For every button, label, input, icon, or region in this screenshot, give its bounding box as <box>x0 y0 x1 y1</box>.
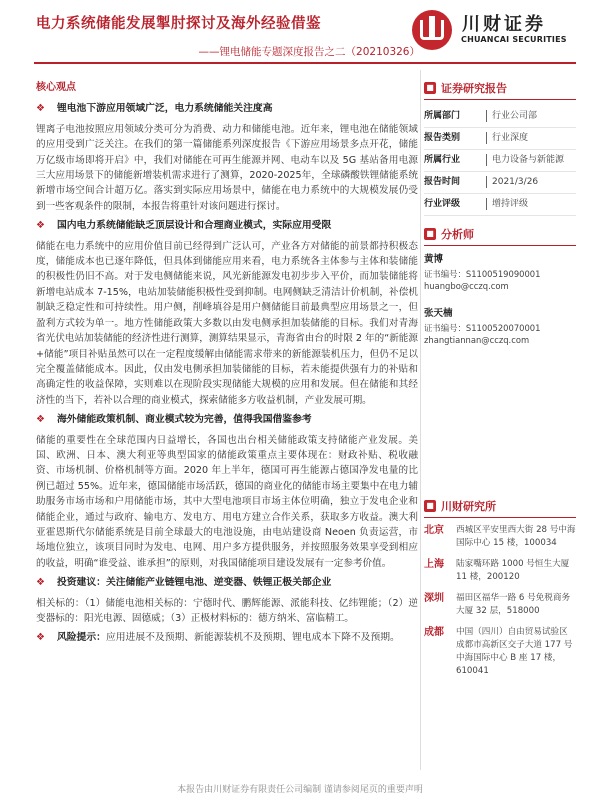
info-value: 增持评级 <box>486 198 576 210</box>
point-heading <box>36 218 418 233</box>
office-entry <box>424 524 576 550</box>
point-heading-text: 风险提示： <box>56 632 106 644</box>
office-city: 上海 <box>424 559 444 570</box>
point-heading <box>36 412 418 427</box>
section-header <box>424 498 576 518</box>
logo-cn-text: 川财证券 <box>462 14 546 35</box>
info-key: 报告时间 <box>424 177 461 187</box>
info-key: 行业评级 <box>424 199 461 209</box>
info-key: 所属行业 <box>424 155 461 165</box>
risk-text: 应用进展不及预期、新能源装机不及预期、锂电成本下降不及预期。 <box>105 632 400 644</box>
info-row <box>424 128 576 150</box>
point-heading <box>36 630 418 645</box>
report-subtitle: ——锂电储能专题深度报告之二（20210326） <box>198 46 420 58</box>
analyst-cert: 证书编号：S1100519090001 <box>424 269 541 279</box>
info-value: 电力设备与新能源 <box>486 154 576 166</box>
org-section-icon: ■ <box>424 500 436 512</box>
office-address: 陆家嘴环路 1000 号恒生大厦 11 楼，200120 <box>456 559 570 582</box>
info-value: 2021/3/26 <box>486 176 576 188</box>
diamond-bullet-icon: ❖ <box>36 577 45 589</box>
point-paragraph: 相关标的：（1）储能电池相关标的：宁德时代、鹏辉能源、派能科技、亿纬锂能；（2）逆变器标的：阳光电源、固德威；（3）正极材料标的：德方纳米、富临精工。 <box>36 597 418 624</box>
office-city: 深圳 <box>424 593 444 604</box>
analyst-section-icon: ■ <box>424 228 436 240</box>
info-row <box>424 194 576 216</box>
core-views-column <box>36 80 418 651</box>
analyst-name: 黄博 <box>424 254 444 265</box>
core-views-label: 核心观点 <box>36 82 76 93</box>
info-value: 行业深度 <box>486 132 576 144</box>
info-key: 所属部门 <box>424 111 461 121</box>
header-divider <box>34 62 576 64</box>
section-title: 分析师 <box>441 228 474 241</box>
diamond-bullet-icon: ❖ <box>36 103 45 115</box>
section-title: 证券研究报告 <box>441 82 507 95</box>
info-key: 报告类别 <box>424 133 461 143</box>
diamond-bullet-icon: ❖ <box>36 632 45 644</box>
info-row <box>424 172 576 194</box>
section-header <box>424 226 576 246</box>
point-heading-text: 国内电力系统储能缺乏顶层设计和合理商业模式，实际应用受限 <box>56 220 332 232</box>
section-title: 川财研究所 <box>441 500 496 513</box>
point-heading <box>36 575 418 590</box>
office-entry <box>424 592 576 618</box>
office-city: 北京 <box>424 525 444 536</box>
page-footer: 本报告由川财证券有限责任公司编制 谨请参阅尾页的重要声明 <box>177 785 423 795</box>
point-paragraph: 锂离子电池按照应用领域分类可分为消费、动力和储能电池。近年来，锂电池在储能领域的应用受到广泛关注。在我们的第一篇储能系列深度报告《下游应用场景多点开花，储能万亿级市场即将开启》中，我们对储能在可再生能源并网、电动车以及 5G 基站备用电源三大应用场景下的储能新增装机需求进行了测算，2020-2025年，全球磷酸铁锂储能系统新增市场空间合计超万亿。落实到实际应用场景中，储能在电力系统中的大规模发展仍受到一些客观条件的限制，本报告将重针对该问题进行探讨。 <box>36 123 418 212</box>
analyst-card <box>424 254 576 292</box>
point-heading-text: 锂电池下游应用领域广泛，电力系统储能关注度高 <box>56 103 273 115</box>
diamond-bullet-icon: ❖ <box>36 414 45 426</box>
point-paragraph: 储能的重要性在全球范围内日益增长，各国也出台相关储能政策支持储能产业发展。美国、欧洲、日本、澳大利亚等典型国家的储能政策重点主要体现在：财政补贴、税收融资、市场机制、价格机制等方面。2020 年上半年，德国可再生能源占德国净发电量的比例已超过 55%。近年来，德国储能市场活跃，德国的商业化的储能市场主要集中在电力辅助服务市场市场和户用储能市场，其中大型电池项目市场主体位明确，独立于发电企业和储能企业，通过与政府、输电方、发电方、用电方建立合作关系，获取多方收益。澳大利亚霍恩斯代尔储能系统是目前全球最大的电池设施，由电站建设商 Neoen 负责运营，市场地位独立，该项目同时为发电、电网、用户多方提供服务，并按照服务效果享受到相应的收益，明确“谁受益、谁承担”的原则，对我国储能项目建设发展有一定参考价值。 <box>36 434 418 569</box>
info-row <box>424 150 576 172</box>
point-heading-text: 海外储能政策机制、商业模式较为完善，值得我国借鉴参考 <box>56 414 312 426</box>
diamond-bullet-icon: ❖ <box>36 220 45 232</box>
office-address: 福田区福华一路 6 号免税商务大厦 32 层，518000 <box>456 593 571 616</box>
office-address: 中国（四川）自由贸易试验区成都市高新区交子大道 177 号中海国际中心 B 座 17 楼，610041 <box>456 627 573 676</box>
point-heading <box>36 101 418 116</box>
section-header <box>424 80 576 100</box>
office-entry <box>424 626 576 678</box>
info-row <box>424 106 576 128</box>
analyst-card <box>424 308 576 346</box>
office-entry <box>424 558 576 584</box>
report-section-icon: ■ <box>424 82 436 94</box>
analyst-email[interactable]: zhangtiannan@cczq.com <box>424 335 530 345</box>
office-address: 西城区平安里西大街 28 号中海国际中心 15 楼，100034 <box>456 525 576 548</box>
point-heading-text: 投资建议：关注储能产业链锂电池、逆变器、铁锂正极关部企业 <box>56 577 332 589</box>
sidebar-info <box>424 80 576 686</box>
column-divider <box>420 70 421 770</box>
company-logo <box>412 8 572 52</box>
office-city: 成都 <box>424 627 444 638</box>
info-value: 行业公司部 <box>486 110 576 122</box>
analyst-email[interactable]: huangbo@cczq.com <box>424 281 509 291</box>
point-paragraph: 储能在电力系统中的应用价值目前已经得到广泛认可，产业各方对储能的前景都持积极态度，储能成本也已逐年降低，但具体到储能应用来看，电力系统各主体参与主体和装储能的积极性仍旧不高。对于发电侧储能来说，风光新能源发电初步步入平价，而加装储能将新增电站成本 7-15%，电站加装储能积极性受到抑制。电网侧缺乏清洁计价机制，补偿机制缺乏稳定性和可持续性。用户侧，削峰填谷是用户侧储能目前最典型应用场景之一，但盈利方式较为单一。地方性储能政策大多数以由发电侧承担加装储能的目标。我们对青海省光伏电站加装储能的经济性进行测算，测算结果显示，青海省由台的时限 2 年的“新能源+储能”项目补贴虽然可以在一定程度缓解由储能需求带来的新能源装机压力，但仍不足以完全覆盖储能成本。因此，仅由发电侧承担加装储能的目标，若未能提供强有力的补贴和高确定性的收益保障，实则难以在现阶段实现储能大规模的应用和发展。但在储能和其经济性的当下，若补以合理的商业模式，探索储能多方收益机制，产业发展可期。 <box>36 240 418 406</box>
logo-en-text: CHUANCAI SECURITIES <box>461 35 567 44</box>
analyst-name: 张天楠 <box>424 308 453 319</box>
analyst-cert: 证书编号：S1100520070001 <box>424 323 541 333</box>
report-title: 电力系统储能发展掣肘探讨及海外经验借鉴 <box>36 16 321 32</box>
